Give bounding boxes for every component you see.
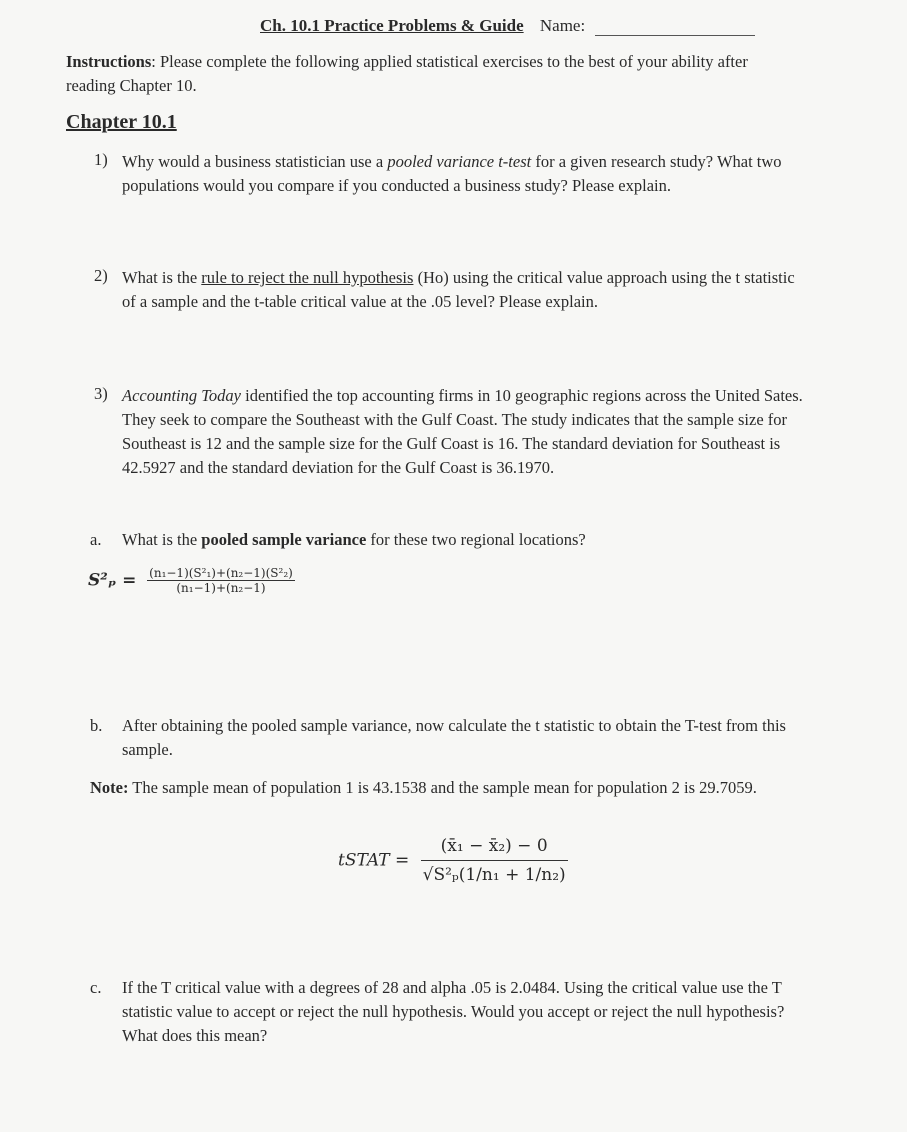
- question-2-underlined: rule to reject the null hypothesis: [201, 268, 414, 287]
- pooled-variance-lhs: S²ₚ =: [88, 570, 137, 591]
- pooled-variance-denominator: (n₁−1)+(n₂−1): [176, 581, 266, 595]
- part-a-post: for these two regional locations?: [366, 530, 586, 549]
- question-2: [122, 266, 802, 314]
- t-stat-numerator: (x̄₁ − x̄₂) − 0: [421, 836, 568, 861]
- question-2-number: 2): [94, 266, 108, 285]
- part-b-note: [90, 776, 800, 800]
- t-stat-formula: [338, 836, 568, 885]
- question-3: [122, 384, 812, 480]
- question-3-number: 3): [94, 384, 108, 403]
- question-2-pre: What is the: [122, 268, 202, 287]
- part-a-pre: What is the: [122, 530, 202, 549]
- part-c: If the T critical value with a degrees of 28 and alpha .05 is 2.0484. Using the critical value use the T statistic value to accept or reject the null hypothesis. Would you accept or reject the null hypothesis? What does this mean?: [122, 978, 785, 1045]
- name-blank-line: [595, 19, 755, 36]
- question-1: [122, 150, 812, 198]
- part-a-letter: a.: [90, 530, 102, 549]
- question-3-text: identified the top accounting firms in 10 geographic regions across the United Sates. They seek to compare the Southeast with the Gulf Coast. The study indicates that the sample size for Southeast is 12 and the sample size for the Gulf Coast is 16. The standard deviation for Southeast is 42.5927 and the standard deviation for the Gulf Coast is 36.1970.: [122, 386, 803, 477]
- name-label: Name:: [539, 16, 586, 35]
- question-3-emph: Accounting Today: [122, 386, 242, 405]
- pooled-variance-formula: [88, 566, 295, 595]
- part-a: [122, 528, 812, 552]
- page-title: Ch. 10.1 Practice Problems & Guide: [260, 16, 524, 35]
- part-b: After obtaining the pooled sample variance, now calculate the t statistic to obtain the T-test from this sample.: [122, 716, 786, 759]
- header: [260, 16, 755, 36]
- question-1-pre: Why would a business statistician use a: [122, 152, 388, 171]
- question-1-post: for a given research study? What two populations would you compare if you conducted a business study? Please explain.: [122, 152, 782, 195]
- question-1-emph: pooled variance t-test: [387, 152, 532, 171]
- pooled-variance-numerator: (n₁−1)(S²₁)+(n₂−1)(S²₂): [149, 566, 293, 580]
- instructions-label: Instructions: [66, 52, 152, 71]
- chapter-heading: Chapter 10.1: [66, 111, 177, 133]
- part-a-bold: pooled sample variance: [201, 530, 367, 549]
- t-stat-lhs: tSTAT =: [338, 850, 410, 871]
- part-c-letter: c.: [90, 978, 102, 997]
- note-label: Note:: [90, 778, 129, 797]
- question-2-post: (Ho) using the critical value approach using the t statistic of a sample and the t-table critical value at the .05 level? Please explain.: [122, 268, 795, 311]
- question-1-number: 1): [94, 150, 108, 169]
- instructions-text: : Please complete the following applied statistical exercises to the best of your ability after reading Chapter 10.: [66, 52, 748, 95]
- note-text: The sample mean of population 1 is 43.1538 and the sample mean for population 2 is 29.7059.: [128, 778, 757, 797]
- part-b-letter: b.: [90, 716, 103, 735]
- instructions: [66, 50, 766, 98]
- t-stat-denominator: √S²ₚ(1/n₁ + 1/n₂): [422, 865, 566, 885]
